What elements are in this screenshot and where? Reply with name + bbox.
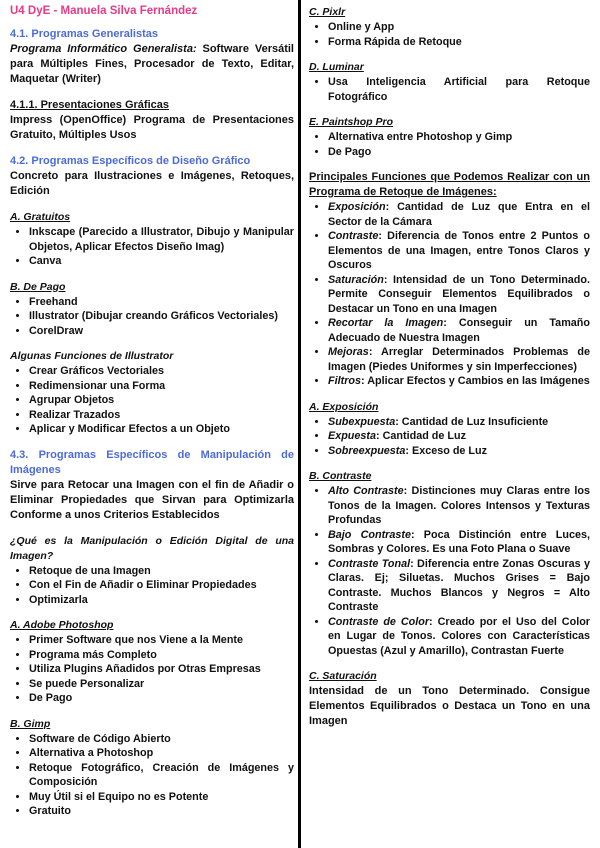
list-item: • Se puede Personalizar [29, 677, 294, 692]
list-item: • Primer Software que nos Viene a la Mente [29, 633, 294, 648]
paragraph: Intensidad de un Tono Determinado. Consigue Elementos Equilibrados o Destaca un Tono en una Imagen [309, 685, 590, 727]
section-heading: 4.3. Programas Específicos de Manipulación de Imágenes [10, 448, 294, 476]
document-title [10, 5, 294, 17]
term-text: : Aplicar Efectos y Cambios en las Imágenes [361, 375, 590, 387]
list-item [328, 444, 590, 459]
subsection-heading: 4.1.1. Presentaciones Gráficas [10, 99, 169, 111]
subsection-heading: B. Contraste [309, 470, 372, 482]
list-item: • Retoque Fotográfico, Creación de Imágenes y Composición [29, 761, 294, 790]
bullet-list [10, 364, 294, 437]
term: Saturación [328, 273, 384, 286]
list-item: • Utiliza Plugins Añadidos por Otras Empresas [29, 662, 294, 677]
list-item: • Aplicar y Modificar Efectos a un Objeto [29, 422, 294, 437]
subsection-heading: E. Paintshop Pro [309, 116, 394, 128]
subsection-heading: C. Saturación [309, 670, 377, 682]
term: Filtros [328, 375, 361, 387]
list-item: • Illustrator (Dibujar creando Gráficos Vectoriales) [29, 309, 294, 324]
term-text: : Poca Distinción entre Luces, Sombras y Colores. Es una Foto Plana o Suave [328, 528, 590, 555]
term-text: : Diferencia entre Zonas Oscuras y Claras. Ej; Siluetas. Muchos Grises = Bajo Contraste. Muchos Blancos y Negros = Alto Contraste [328, 557, 590, 613]
list-item [328, 345, 590, 374]
list-item: • Inkscape (Parecido a Illustrator, Dibujo y Manipular Objetos, Aplicar Efectos Diseño Imag) [29, 225, 294, 254]
subsection-heading: A. Gratuitos [10, 211, 71, 223]
subsection-heading: B. De Pago [10, 280, 66, 293]
bullet-list [309, 415, 590, 459]
list-item [328, 316, 590, 345]
term-text: : Cantidad de Luz [376, 430, 466, 442]
term: Contraste Tonal [328, 557, 411, 570]
term: Alto Contraste [328, 485, 404, 497]
list-item: • Alternativa a Photoshop [29, 746, 294, 761]
term: Subexpuesta [328, 415, 396, 428]
term: Mejoras [328, 346, 369, 358]
term: Expuesta [328, 430, 377, 442]
term: Exposición [328, 201, 386, 213]
paragraph: Concreto para Ilustraciones e Imágenes, Retoques, Edición [10, 170, 294, 197]
term-text: : Diferencia de Tonos entre 2 Puntos o Elementos de una Imagen, entre Tonos Claros y Oscuros [328, 230, 590, 271]
term: Bajo Contraste [328, 528, 411, 541]
bullet-list [10, 633, 294, 706]
title-prefix: U4 DyE - [10, 5, 61, 17]
list-item [328, 429, 590, 444]
subsection-heading: A. Adobe Photoshop [10, 619, 114, 631]
right-column [303, 0, 600, 848]
subsection-heading: D. Luminar [309, 61, 364, 73]
term-text: : Distinciones muy Claras entre los Tonos de la Imagen. Colores Intensos y Texturas Profundas [328, 485, 590, 526]
list-item [328, 374, 590, 389]
list-item: • CorelDraw [29, 324, 294, 339]
author-name: Manuela Silva Fernández [60, 5, 198, 17]
term-text: : Cantidad de Luz Insuficiente [395, 415, 549, 428]
list-item: • Alternativa entre Photoshop y Gimp [328, 130, 590, 145]
list-item [328, 484, 590, 528]
term-text: : Creado por el Uso del Color en Lugar de Tonos. Colores con Características Opuestas (Azul y Amarillo), Contrastan Fuerte [328, 615, 590, 657]
list-item [328, 229, 590, 273]
subsection-heading: C. Pixlr [309, 6, 346, 18]
bullet-list [309, 130, 590, 159]
term: Recortar la Imagen [328, 317, 444, 329]
list-item [328, 200, 590, 229]
bullet-list [10, 225, 294, 269]
term: Contraste [328, 230, 379, 242]
list-item [328, 528, 590, 557]
list-item: • Crear Gráficos Vectoriales [29, 364, 294, 379]
section-heading: 4.2. Programas Específicos de Diseño Gráfico [10, 155, 251, 167]
list-item [328, 273, 590, 317]
paragraph: Impress (OpenOffice) Programa de Presentaciones Gratuito, Múltiples Usos [10, 114, 294, 141]
subsection-heading: B. Gimp [10, 717, 51, 730]
term-text: : Exceso de Luz [405, 444, 488, 457]
term-text: : Arreglar Determinados Problemas de Imagen (Piedes Uniformes y sin Imperfecciones) [328, 346, 590, 373]
term: Sobreexpuesta [328, 444, 406, 457]
paragraph: Sirve para Retocar una Imagen con el fin de Añadir o Eliminar Propiedades que Sirvan para Optimizarla Conforme a unos Criterios Establecidos [10, 478, 294, 521]
list-item: • Online y App [328, 20, 590, 35]
list-item: • Redimensionar una Forma [29, 379, 294, 394]
bullet-list [309, 200, 590, 389]
list-item: • De Pago [29, 691, 294, 706]
list-item: • Optimizarla [29, 593, 294, 608]
list-item: • Usa Inteligencia Artificial para Retoque Fotográfico [328, 75, 590, 104]
subsection-heading: Principales Funciones que Podemos Realizar con un Programa de Retoque de Imágenes: [309, 171, 590, 198]
list-item [328, 415, 590, 430]
list-item: • Canva [29, 254, 294, 269]
term-text: : Conseguir un Tamaño Adecuado de Nuestra Imagen [328, 317, 590, 344]
list-item: • Agrupar Objetos [29, 393, 294, 408]
subsection-heading: ¿Qué es la Manipulación o Edición Digital de una Imagen? [10, 534, 294, 562]
list-item: • Freehand [29, 295, 294, 310]
definition-term: Programa Informático Generalista: [10, 43, 197, 55]
term: Contraste de Color [328, 615, 430, 628]
list-item: • Software de Código Abierto [29, 732, 294, 747]
list-item: • Muy Útil si el Equipo no es Potente [29, 790, 294, 805]
bullet-list [10, 732, 294, 819]
definition-text: Software Versátil para Múltiples Fines, Procesador de Texto, Editar, Maquetar (Writer) [10, 43, 294, 85]
list-item: • Realizar Trazados [29, 408, 294, 423]
bullet-list [309, 75, 590, 104]
list-item: • Retoque de una Imagen [29, 564, 294, 579]
list-item: • De Pago [328, 145, 590, 160]
bullet-list [309, 20, 590, 49]
list-item: • Gratuito [29, 804, 294, 819]
list-item: • Con el Fin de Añadir o Eliminar Propiedades [29, 578, 294, 593]
section-heading: 4.1. Programas Generalistas [10, 28, 158, 40]
list-item [328, 557, 590, 615]
paragraph [10, 42, 294, 87]
term-text: : Cantidad de Luz que Entra en el Sector de la Cámara [328, 201, 590, 228]
list-item: • Forma Rápida de Retoque [328, 35, 590, 50]
list-item: • Programa más Completo [29, 648, 294, 663]
subsection-heading: Algunas Funciones de Illustrator [10, 350, 174, 362]
bullet-list [10, 564, 294, 608]
bullet-list [309, 484, 590, 658]
list-item [328, 615, 590, 659]
bullet-list [10, 295, 294, 339]
term-text: : Intensidad de un Tono Determinado. Permite Conseguir Elementos Equilibrados o Destacar un Tono en una Imagen [328, 273, 590, 315]
subsection-heading: A. Exposición [309, 400, 379, 413]
